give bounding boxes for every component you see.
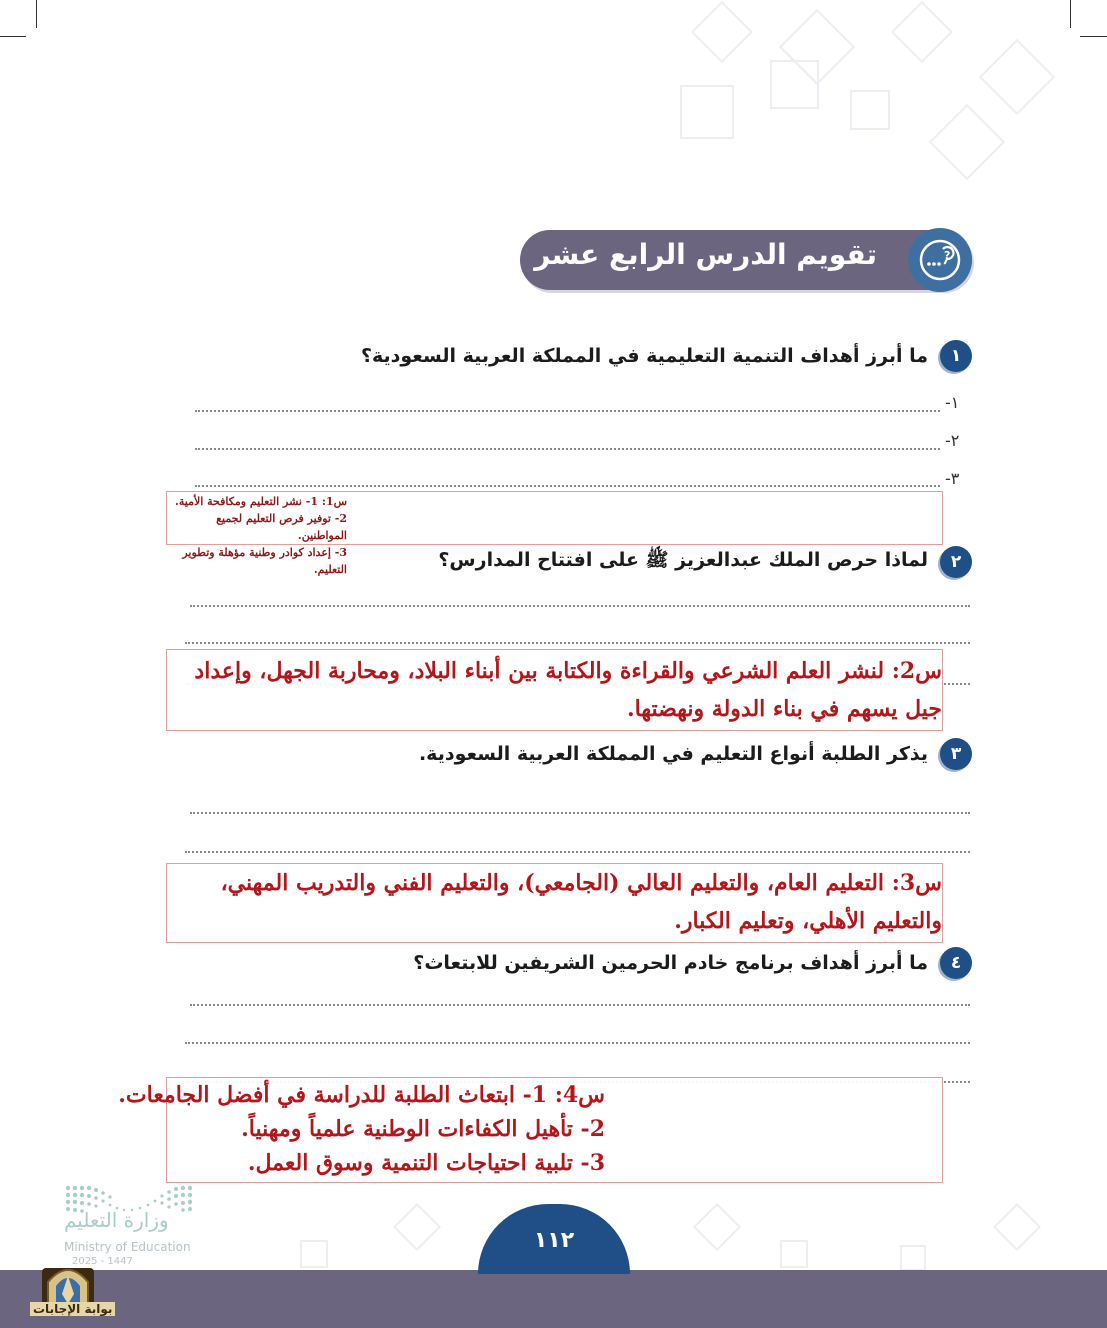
question-text: ما أبرز أهداف برنامج خادم الحرمين الشريفين للابتعاث؟ bbox=[413, 952, 928, 974]
question-number-badge: ٤ bbox=[940, 947, 972, 979]
answer-line: س3: التعليم العام، والتعليم العالي (الجامعي)، والتعليم الفني والتدريب المهني، bbox=[220, 870, 942, 896]
answer-line: س4: 1- ابتعاث الطلبة للدراسة في أفضل الجامعات. bbox=[118, 1082, 605, 1108]
lesson-title-banner bbox=[520, 230, 972, 290]
answer-line-label: ٣- bbox=[945, 469, 960, 488]
answer-box-3 bbox=[166, 863, 943, 943]
lesson-title: تقويم الدرس الرابع عشر bbox=[534, 238, 877, 271]
answer-line: 3- إعداد كوادر وطنية مؤهلة وتطوير التعليم. bbox=[182, 546, 347, 576]
answer-line: س2: لنشر العلم الشرعي والقراءة والكتابة بين أبناء البلاد، ومحاربة الجهل، وإعداد bbox=[194, 658, 942, 684]
crop-mark bbox=[1070, 0, 1071, 28]
decor-square bbox=[770, 60, 819, 109]
svg-text:?: ? bbox=[944, 249, 951, 262]
decor-square bbox=[900, 1245, 926, 1271]
question-number-badge: ١ bbox=[940, 340, 972, 372]
page-number-tab bbox=[478, 1204, 630, 1274]
crop-mark bbox=[36, 0, 37, 28]
answer-line[interactable] bbox=[185, 1042, 970, 1044]
ministry-name-english: Ministry of Education bbox=[64, 1240, 191, 1254]
crop-mark bbox=[0, 36, 26, 37]
answer-3-text bbox=[221, 864, 942, 940]
answer-2-text bbox=[194, 652, 942, 728]
decor-square bbox=[993, 1203, 1041, 1251]
question-4 bbox=[413, 947, 972, 979]
answer-line[interactable] bbox=[185, 642, 970, 644]
answer-box-4 bbox=[118, 1077, 943, 1183]
question-text: يذكر الطلبة أنواع التعليم في المملكة العربية السعودية. bbox=[418, 743, 928, 765]
ministry-year: 2025 - 1447 bbox=[72, 1256, 133, 1267]
answer-line: 2- تأهيل الكفاءات الوطنية علمياً ومهنياً. bbox=[241, 1116, 605, 1142]
question-2 bbox=[438, 546, 972, 578]
answer-1-text bbox=[167, 493, 353, 578]
question-text: ما أبرز أهداف التنمية التعليمية في المملكة العربية السعودية؟ bbox=[360, 345, 928, 367]
question-number-badge: ٣ bbox=[940, 738, 972, 770]
answer-line-label: ١- bbox=[945, 393, 960, 412]
decor-square bbox=[780, 1240, 808, 1268]
decor-square bbox=[891, 1, 953, 63]
question-number-badge: ٢ bbox=[940, 546, 972, 578]
decor-square bbox=[393, 1203, 441, 1251]
answer-line: 3- تلبية احتياجات التنمية وسوق العمل. bbox=[247, 1150, 605, 1176]
question-3 bbox=[419, 738, 972, 770]
answer-line[interactable] bbox=[195, 485, 940, 487]
answer-line: والتعليم الأهلي، وتعليم الكبار. bbox=[674, 908, 942, 934]
answer-line: 2- توفير فرص التعليم لجميع المواطنين. bbox=[216, 512, 347, 542]
crop-mark bbox=[1080, 36, 1107, 37]
answer-line-label: ٢- bbox=[945, 431, 960, 450]
answer-line[interactable] bbox=[190, 812, 970, 814]
question-text: لماذا حرص الملك عبدالعزيز ﷺ على افتتاح المدارس؟ bbox=[438, 549, 928, 571]
answer-4-text bbox=[118, 1078, 605, 1180]
site-name: بوابة الإجابات bbox=[30, 1302, 115, 1316]
answer-line[interactable] bbox=[195, 448, 940, 450]
answer-line[interactable] bbox=[195, 410, 940, 412]
ministry-name-arabic: وزارة التعليم bbox=[64, 1208, 169, 1232]
answer-line: جيل يسهم في بناء الدولة ونهضتها. bbox=[627, 696, 942, 722]
question-bubble-icon bbox=[908, 228, 972, 292]
answer-line: س1: 1- نشر التعليم ومكافحة الأمية. bbox=[175, 495, 347, 508]
answer-line[interactable] bbox=[190, 605, 970, 607]
question-1 bbox=[361, 340, 972, 372]
answer-line[interactable] bbox=[185, 851, 970, 853]
footer-band bbox=[0, 1270, 1107, 1328]
decor-square bbox=[693, 1203, 741, 1251]
decor-square bbox=[691, 1, 753, 63]
decor-square bbox=[979, 39, 1055, 115]
decor-square bbox=[929, 104, 1005, 180]
page-number: ١١٢ bbox=[533, 1228, 575, 1253]
decor-square bbox=[300, 1240, 328, 1268]
decor-square bbox=[850, 90, 890, 130]
answer-line[interactable] bbox=[190, 1004, 970, 1006]
decor-square bbox=[680, 85, 734, 139]
answer-box-2 bbox=[166, 649, 943, 731]
